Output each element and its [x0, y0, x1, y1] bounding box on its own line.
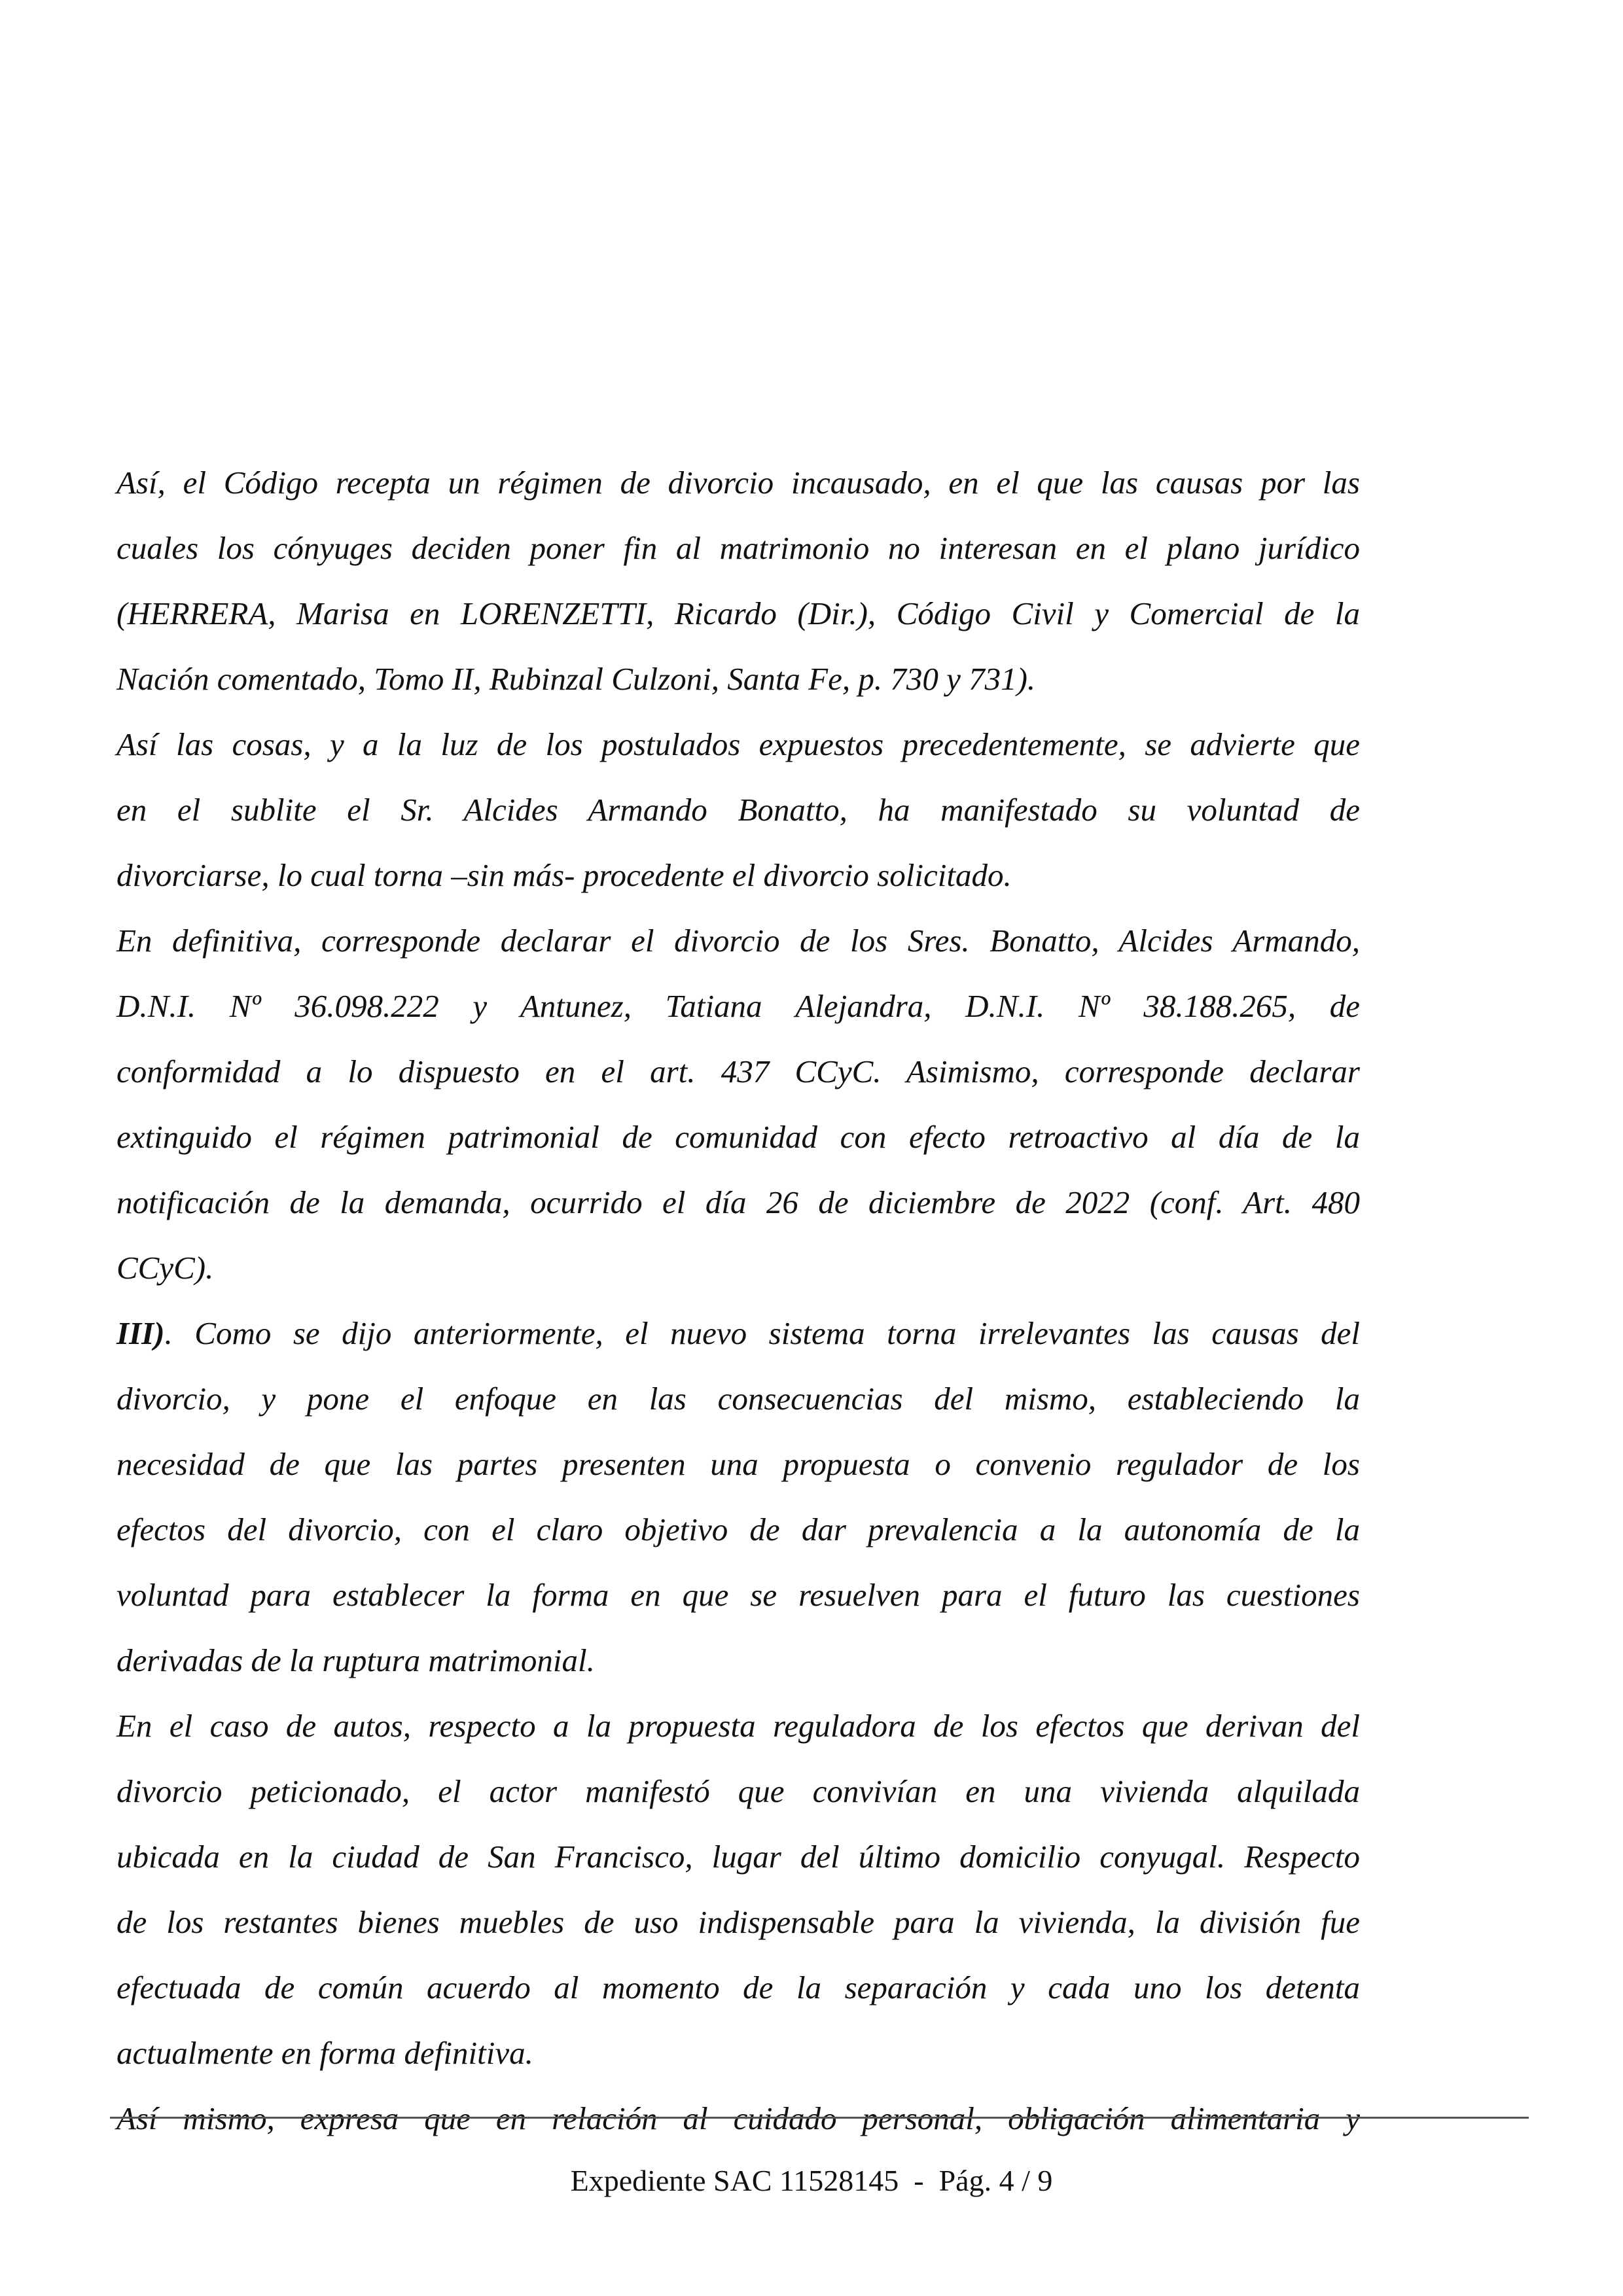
- paragraph-line: CCyC).: [116, 1250, 214, 1286]
- paragraph-line: En definitiva, corresponde declarar el divorcio de los Sres. Bonatto, Alcides Armando,: [116, 923, 1360, 959]
- paragraph-line: divorcio peticionado, el actor manifestó que convivían en una vivienda alquilada: [116, 1773, 1360, 1809]
- paragraph-line: Nación comentado, Tomo II, Rubinzal Culzoni, Santa Fe, p. 730 y 731).: [116, 661, 1036, 697]
- paragraph-line: ubicada en la ciudad de San Francisco, lugar del último domicilio conyugal. Respecto: [116, 1839, 1360, 1875]
- paragraph-line: divorciarse, lo cual torna –sin más- procedente el divorcio solicitado.: [116, 857, 1012, 893]
- footer-divider: [110, 2117, 1529, 2119]
- paragraph-line: Así, el Código recepta un régimen de divorcio incausado, en el que las causas por las: [116, 465, 1360, 501]
- page-footer: Expediente SAC 11528145 - Pág. 4 / 9: [570, 2164, 1053, 2197]
- paragraph-line: necesidad de que las partes presenten una propuesta o convenio regulador de los: [116, 1446, 1360, 1482]
- paragraph-line: efectos del divorcio, con el claro objetivo de dar prevalencia a la autonomía de la: [116, 1511, 1360, 1547]
- paragraph-line: voluntad para establecer la forma en que se resuelven para el futuro las cuestiones: [116, 1577, 1360, 1613]
- paragraph-line: Así mismo, expresa que en relación al cuidado personal, obligación alimentaria y: [116, 2100, 1360, 2136]
- paragraph-line: extinguido el régimen patrimonial de comunidad con efecto retroactivo al día de la: [116, 1119, 1360, 1155]
- section-marker: III): [116, 1315, 165, 1351]
- paragraph-line: efectuada de común acuerdo al momento de la separación y cada uno los detenta: [116, 1969, 1360, 2005]
- paragraph-line: cuales los cónyuges deciden poner fin al matrimonio no interesan en el plano jurídico: [116, 530, 1360, 566]
- paragraph-line: En el caso de autos, respecto a la propuesta reguladora de los efectos que derivan del: [116, 1708, 1360, 1744]
- paragraph-line-text: . Como se dijo anteriormente, el nuevo sistema torna irrelevantes las causas del: [164, 1315, 1360, 1351]
- paragraph-line: D.N.I. Nº 36.098.222 y Antunez, Tatiana Alejandra, D.N.I. Nº 38.188.265, de: [116, 988, 1360, 1024]
- paragraph-line: derivadas de la ruptura matrimonial.: [116, 1642, 595, 1678]
- paragraph-line: divorcio, y pone el enfoque en las consecuencias del mismo, estableciendo la: [116, 1381, 1360, 1417]
- paragraph-line: actualmente en forma definitiva.: [116, 2035, 533, 2071]
- paragraph-line: Así las cosas, y a la luz de los postulados expuestos precedentemente, se advierte que: [116, 726, 1360, 762]
- paragraph-line: conformidad a lo dispuesto en el art. 437 CCyC. Asimismo, corresponde declarar: [116, 1053, 1360, 1089]
- document-body: [116, 450, 1360, 2151]
- paragraph-line: notificación de la demanda, ocurrido el día 26 de diciembre de 2022 (conf. Art. 480: [116, 1184, 1360, 1220]
- paragraph-line: en el sublite el Sr. Alcides Armando Bonatto, ha manifestado su voluntad de: [116, 792, 1360, 828]
- paragraph-line: (HERRERA, Marisa en LORENZETTI, Ricardo (Dir.), Código Civil y Comercial de la: [116, 595, 1360, 631]
- paragraph-line-with-section: [116, 1301, 1360, 1366]
- paragraph-line: de los restantes bienes muebles de uso indispensable para la vivienda, la división fue: [116, 1904, 1360, 1940]
